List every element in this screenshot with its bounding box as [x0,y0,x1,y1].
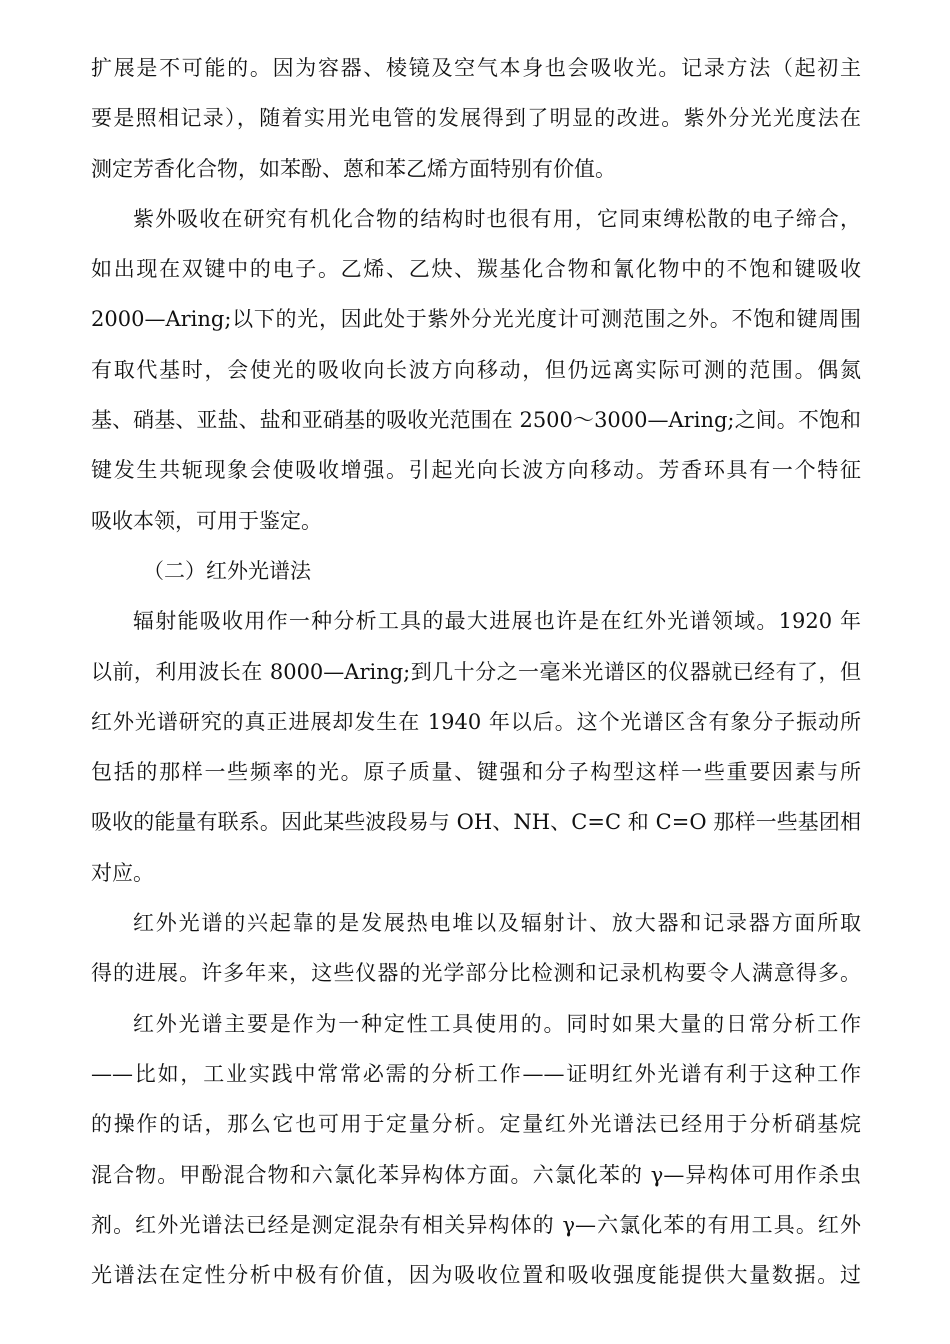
text-line: 有取代基时，会使光的吸收向长波方向移动，但仍远离实际可测的范围。偶氮 [91,357,861,382]
text-line: 键发生共轭现象会使吸收增强。引起光向长波方向移动。芳香环具有一个特征 [91,458,861,483]
text-line: 包括的那样一些频率的光。原子质量、键强和分子构型这样一些重要因素与所 [91,760,861,785]
paragraph-first-line: 紫外吸收在研究有机化合物的结构时也很有用，它同束缚松散的电子缔合， [133,206,861,231]
text-line: 吸收的能量有联系。因此某些波段易与 OH、NH、C=C 和 C=O 那样一些基团相 [91,810,861,835]
text-line: 得的进展。许多年来，这些仪器的光学部分比检测和记录机构要令人满意得多。 [91,961,861,986]
text-line: 以前，利用波长在 8000—Aring;到几十分之一毫米光谱区的仪器就已经有了，但 [91,659,861,684]
paragraph-first-line: 红外光谱主要是作为一种定性工具使用的。同时如果大量的日常分析工作 [133,1011,861,1036]
text-line: 剂。红外光谱法已经是测定混杂有相关异构体的 γ—六氯化苯的有用工具。红外 [91,1212,861,1237]
paragraph-first-line: 辐射能吸收用作一种分析工具的最大进展也许是在红外光谱领域。1920 年 [133,609,861,634]
text-line: 要是照相记录），随着实用光电管的发展得到了明显的改进。紫外分光光度法在 [91,106,861,131]
document-body [91,43,861,1300]
text-line: ——比如，工业实践中常常必需的分析工作——证明红外光谱有利于这种工作 [91,1061,861,1086]
text-line: 扩展是不可能的。因为容器、棱镜及空气本身也会吸收光。记录方法（起初主 [91,56,861,80]
text-line: 如出现在双键中的电子。乙烯、乙炔、羰基化合物和氰化物中的不饱和键吸收 [91,257,861,282]
section-heading: （二）红外光谱法 [143,558,311,583]
text-line: 对应。 [91,860,154,885]
paragraph-first-line: 红外光谱的兴起靠的是发展热电堆以及辐射计、放大器和记录器方面所取 [133,911,861,936]
text-line: 基、硝基、亚盐、盐和亚硝基的吸收光范围在 2500～3000—Aring;之间。不饱和 [91,408,861,433]
text-line: 吸收本领，可用于鉴定。 [91,508,322,533]
text-line: 光谱法在定性分析中极有价值，因为吸收位置和吸收强度能提供大量数据。过 [91,1263,861,1288]
text-line: 的操作的话，那么它也可用于定量分析。定量红外光谱法已经用于分析硝基烷 [91,1112,861,1137]
text-line: 混合物。甲酚混合物和六氯化苯异构体方面。六氯化苯的 γ—异构体可用作杀虫 [91,1162,861,1187]
text-line: 红外光谱研究的真正进展却发生在 1940 年以后。这个光谱区含有象分子振动所 [91,709,861,734]
text-line: 测定芳香化合物，如苯酚、蒽和苯乙烯方面特别有价值。 [91,156,616,181]
text-line: 2000—Aring;以下的光，因此处于紫外分光光度计可测范围之外。不饱和键周围 [91,307,861,332]
